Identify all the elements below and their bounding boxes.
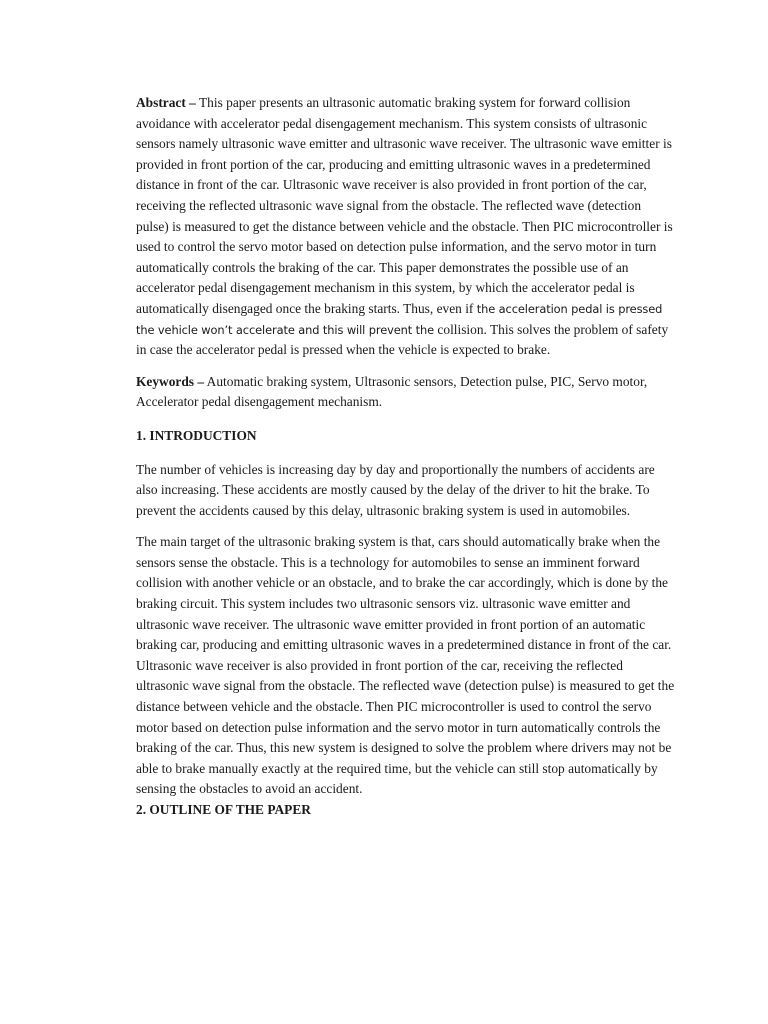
abstract-label: Abstract – [136, 95, 196, 110]
introduction-paragraph-2: The main target of the ultrasonic braking system is that, cars should automatically brake when the sensors sense the obstacle. This is a technology for automobiles to sense an imminent forward collision with another vehicle or an obstacle, and to brake the car accordingly, which is done by the braking circuit. This system includes two ultrasonic sensors viz. ultrasonic wave emitter and ultrasonic wave receiver. The ultrasonic wave emitter provided in front portion of an automatic braking car, producing and emitting ultrasonic waves in a predetermined distance in front of the car. Ultrasonic wave receiver is also provided in front portion of the car, receiving the reflected ultrasonic wave signal from the obstacle. The reflected wave (detection pulse) is measured to get the distance between vehicle and the obstacle. Then PIC microcontroller is used to control the servo motor based on detection pulse information and the servo motor in turn automatically controls the braking of the car. Thus, this new system is designed to solve the problem where drivers may not be able to brake manually exactly at the required time, but the vehicle can still stop automatically by sensing the obstacles to avoid an accident. [136, 534, 675, 797]
keywords-label: Keywords – [136, 373, 205, 389]
abstract-text-alt-font: the acceleration pedal is pressed the vehicle won’t accelerate and this will prevent the [136, 301, 663, 337]
abstract-paragraph [136, 93, 676, 361]
abstract-text-end: collision. This solves the problem of safety in case the accelerator pedal is pressed when the vehicle is expected to brake. [136, 321, 669, 358]
section-heading-outline: 2. OUTLINE OF THE PAPER [136, 802, 311, 817]
document-page [136, 93, 676, 821]
section-heading-introduction: 1. INTRODUCTION [136, 427, 257, 443]
keywords-text: Automatic braking system, Ultrasonic sensors, Detection pulse, PIC, Servo motor, Accelerator pedal disengagement mechanism. [136, 373, 648, 410]
keywords-paragraph [136, 372, 676, 413]
introduction-paragraph-1: The number of vehicles is increasing day by day and proportionally the numbers of accidents are also increasing. These accidents are mostly caused by the delay of the driver to hit the brake. To prevent the accidents caused by this delay, ultrasonic braking system is used in automobiles. [136, 461, 655, 518]
abstract-text: This paper presents an ultrasonic automatic braking system for forward collision avoidance with accelerator pedal disengagement mechanism. This system consists of ultrasonic sensors namely ultrasonic wave emitter and ultrasonic wave receiver. The ultrasonic wave emitter is provided in front portion of the car, producing and emitting ultrasonic waves in a predetermined distance in front of the car. Ultrasonic wave receiver is also provided in front portion of the car, receiving the reflected ultrasonic wave signal from the obstacle. The reflected wave (detection pulse) is measured to get the distance between vehicle and the obstacle. Then PIC microcontroller is used to control the servo motor based on detection pulse information, and the servo motor in turn automatically controls the braking of the car. This paper demonstrates the possible use of an accelerator pedal disengagement mechanism in this system, by which the accelerator pedal is automatically disengaged once the braking starts. Thus, even if [136, 95, 673, 316]
